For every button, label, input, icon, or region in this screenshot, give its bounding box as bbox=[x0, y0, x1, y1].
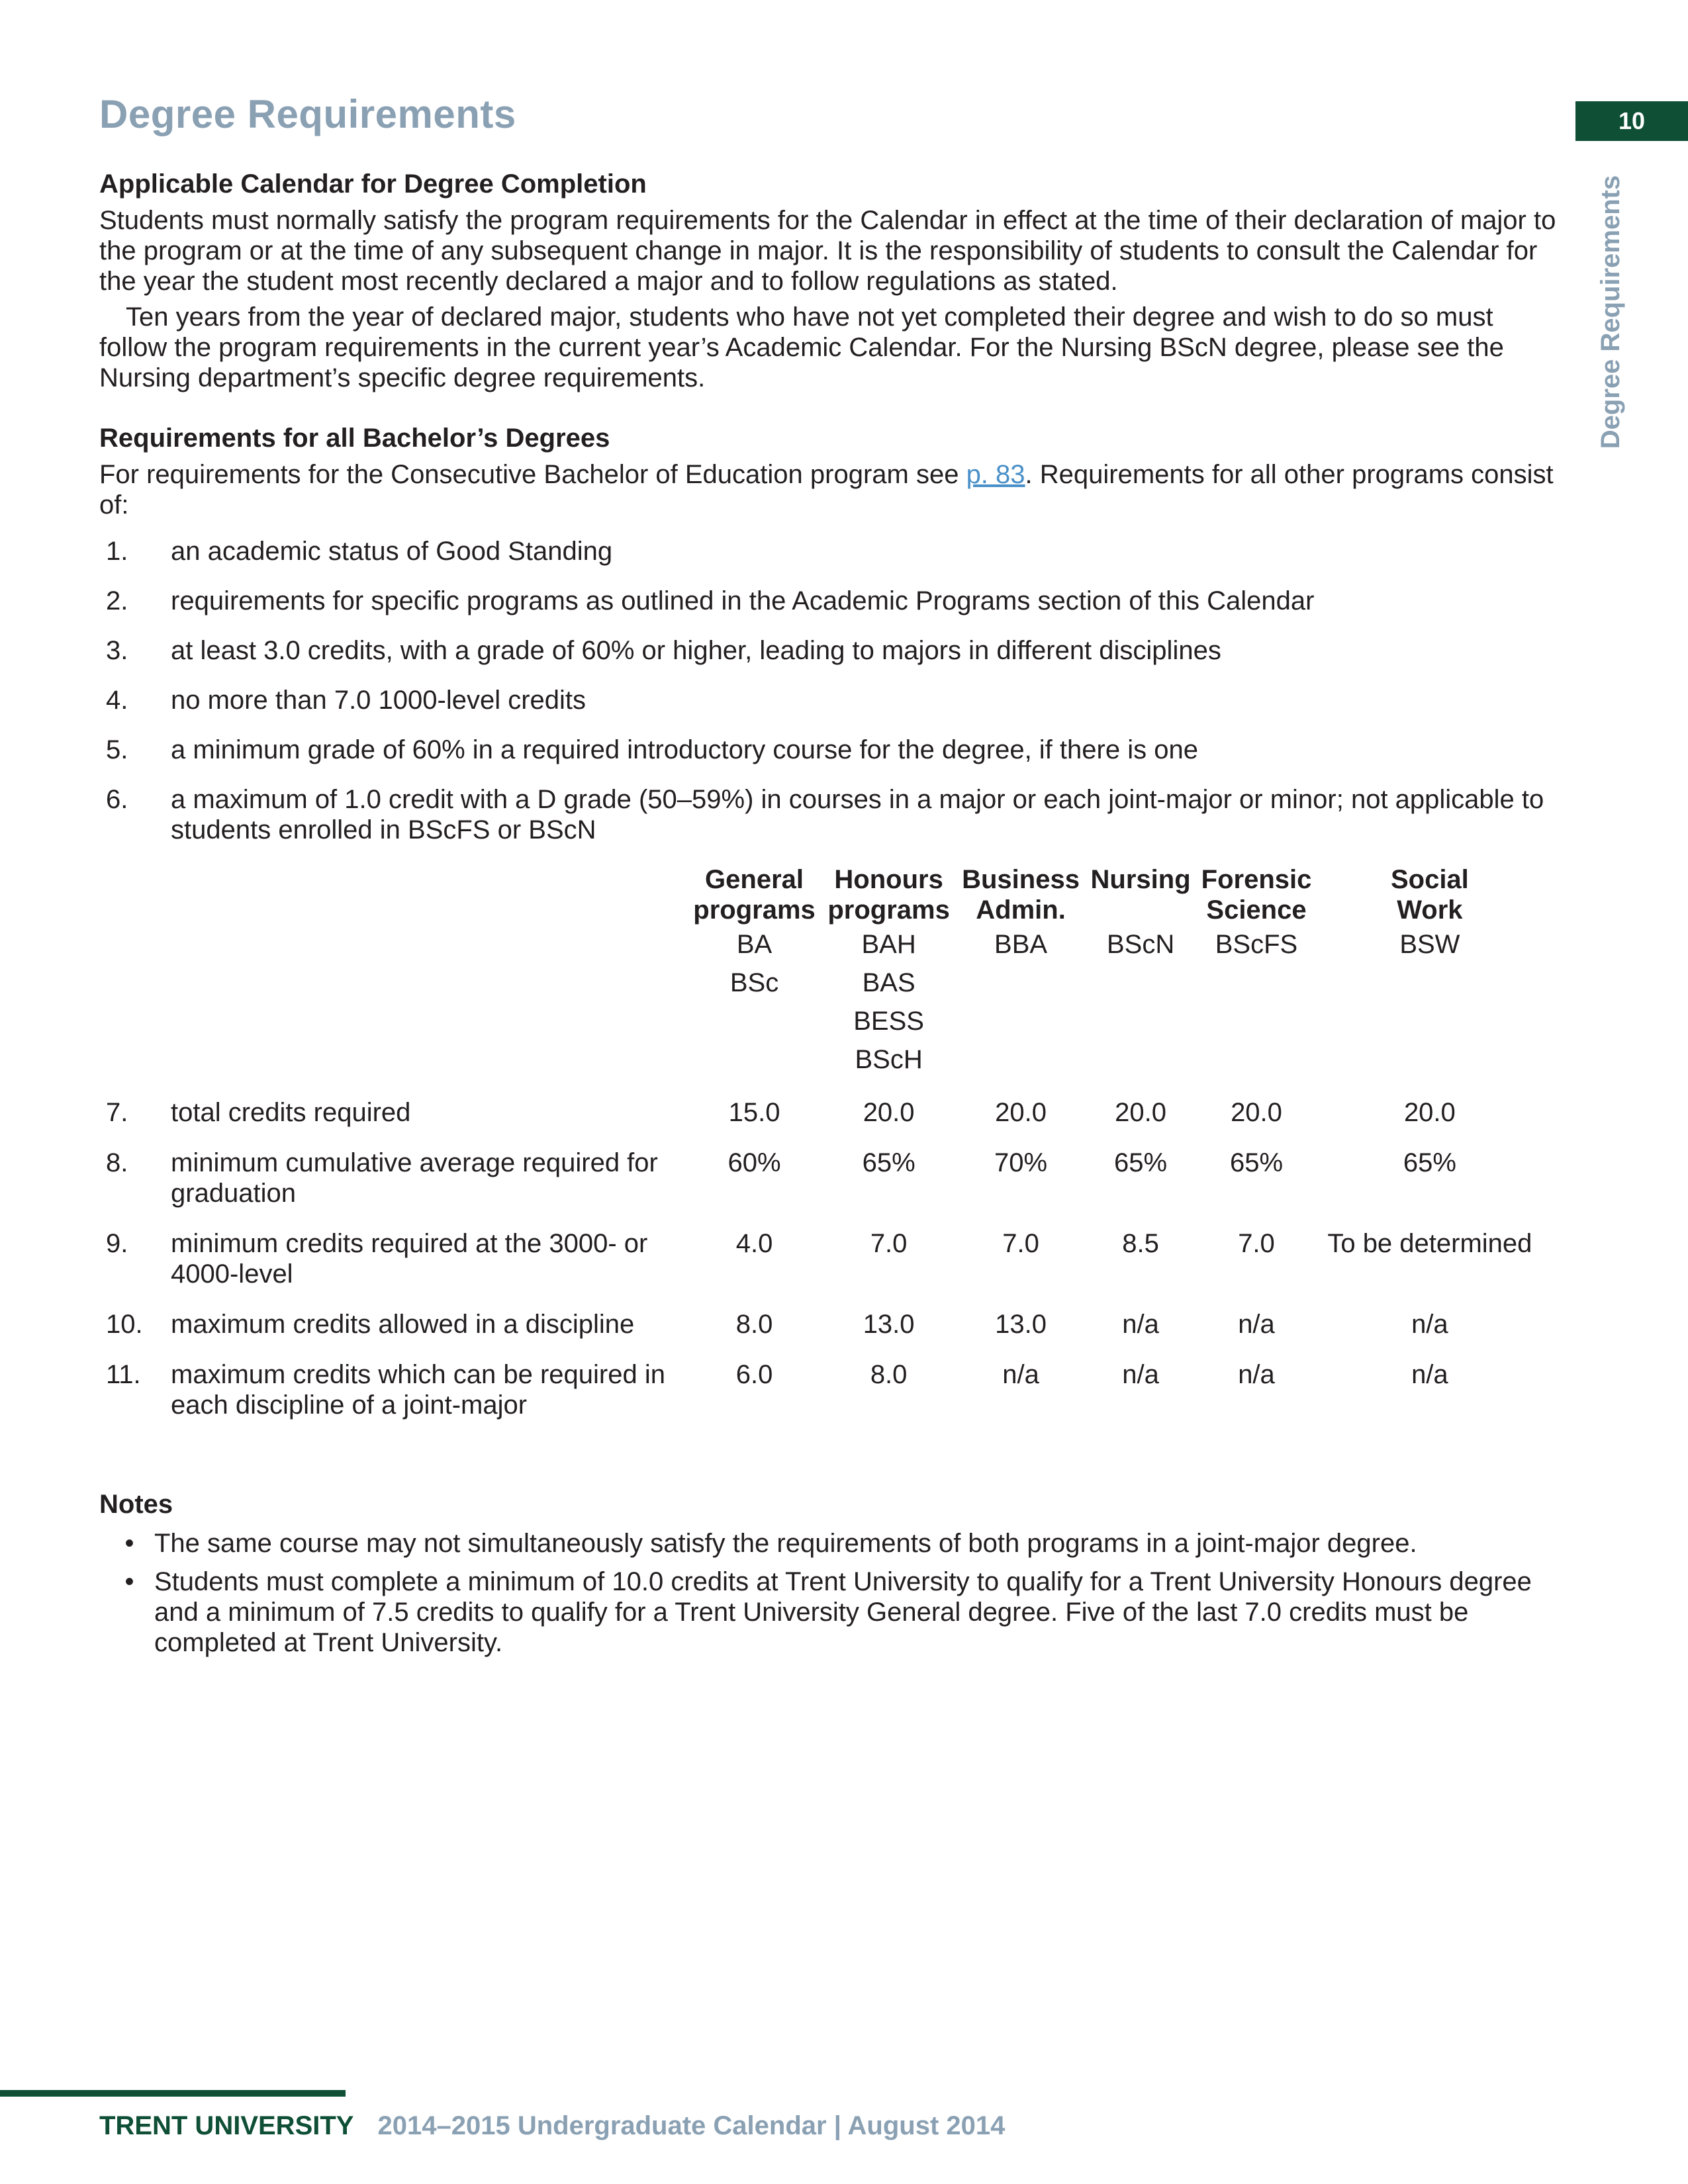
table-cell: 13.0 bbox=[995, 1310, 1047, 1339]
list-item-text: at least 3.0 credits, with a grade of 60% or higher, leading to majors in different disciplines bbox=[171, 636, 1221, 665]
table-row bbox=[99, 1309, 1542, 1359]
list-item bbox=[99, 1567, 1556, 1658]
notes-heading: Notes bbox=[99, 1490, 173, 1519]
note-text: The same course may not simultaneously satisfy the requirements of both programs in a joint-major degree. bbox=[154, 1529, 1417, 1558]
table-cell: 20.0 bbox=[1115, 1098, 1167, 1127]
table-row bbox=[99, 1359, 1542, 1440]
row-number: 7. bbox=[106, 1098, 128, 1127]
column-header-forensic: Forensic Science bbox=[1201, 865, 1312, 925]
bachelors-intro bbox=[99, 459, 1562, 520]
degree-codes-cell: BScFS bbox=[1215, 930, 1298, 959]
footer-university: TRENT UNIVERSITY bbox=[99, 2111, 354, 2140]
list-item bbox=[99, 635, 1562, 666]
column-header-honours: Honours programs bbox=[827, 865, 950, 925]
table-cell: 65% bbox=[1114, 1148, 1168, 1177]
table-cell: 7.0 bbox=[1002, 1229, 1039, 1258]
list-item-text: an academic status of Good Standing bbox=[171, 537, 613, 566]
row-label: maximum credits which can be required in each discipline of a joint-major bbox=[171, 1360, 665, 1420]
table-cell: 65% bbox=[1229, 1148, 1284, 1177]
table-cell: 8.5 bbox=[1122, 1229, 1159, 1258]
list-item-text: no more than 7.0 1000-level credits bbox=[171, 686, 586, 715]
column-header-social-work: Social Work bbox=[1390, 865, 1469, 925]
table-cell: n/a bbox=[1122, 1310, 1159, 1339]
table-cell: 4.0 bbox=[735, 1229, 773, 1258]
list-item-number: 4. bbox=[106, 686, 128, 715]
row-number: 9. bbox=[106, 1229, 128, 1258]
footer-divider bbox=[0, 2090, 346, 2097]
table-cell: 15.0 bbox=[728, 1098, 780, 1127]
table-cell: n/a bbox=[1238, 1360, 1275, 1389]
degree-codes-cell: BScN bbox=[1106, 930, 1175, 959]
page-83-link[interactable]: p. 83 bbox=[966, 460, 1025, 489]
row-label: total credits required bbox=[171, 1098, 411, 1127]
list-item bbox=[99, 784, 1562, 845]
list-item-text: a minimum grade of 60% in a required introductory course for the degree, if there is one bbox=[171, 735, 1198, 764]
footer-calendar: 2014–2015 Undergraduate Calendar | August 2014 bbox=[377, 2111, 1006, 2140]
table-cell: n/a bbox=[1122, 1360, 1159, 1389]
row-label: maximum credits allowed in a discipline bbox=[171, 1310, 635, 1339]
table-cell: 8.0 bbox=[870, 1360, 908, 1389]
notes-list bbox=[99, 1528, 1556, 1658]
side-section-tab[interactable] bbox=[1591, 169, 1631, 454]
list-item bbox=[99, 685, 1562, 715]
table-cell: 65% bbox=[862, 1148, 915, 1177]
table-cell: 20.0 bbox=[1231, 1098, 1282, 1127]
column-header-business: Business Admin. bbox=[962, 865, 1080, 925]
list-item bbox=[99, 1528, 1556, 1559]
table-row bbox=[99, 1079, 1542, 1148]
table-cell: 6.0 bbox=[735, 1360, 773, 1389]
table-header-row bbox=[99, 864, 1542, 925]
bachelors-requirements-heading: Requirements for all Bachelor’s Degrees bbox=[99, 424, 610, 453]
applicable-paragraph-2: Ten years from the year of declared major, students who have not yet completed their degree and wish to do so must follow the program requirements in the current year’s Academic Calendar. For the Nursing BScN degree, please see the Nursing department’s specific degree requirements. bbox=[99, 302, 1504, 392]
degree-codes-cell: BAH BAS BESS BScH bbox=[853, 930, 924, 1074]
list-item-number: 3. bbox=[106, 636, 128, 665]
table-cell: n/a bbox=[1002, 1360, 1039, 1389]
applicable-paragraph-1: Students must normally satisfy the program requirements for the Calendar in effect at the time of their declaration of major to the program or at the time of any subsequent change in major. It is the responsibility of students to consult the Calendar for the year the student most recently declared a major and to follow regulations as stated. bbox=[99, 206, 1556, 296]
table-cell: 20.0 bbox=[863, 1098, 915, 1127]
row-label: minimum credits required at the 3000- or 4000-level bbox=[171, 1229, 648, 1289]
list-item bbox=[99, 586, 1562, 616]
degree-codes-cell: BBA bbox=[994, 930, 1048, 959]
list-item-text: a maximum of 1.0 credit with a D grade (50–59%) in courses in a major or each joint-major or minor; not applicable to students enrolled in BScFS or BScN bbox=[171, 785, 1544, 844]
bullet-icon: • bbox=[124, 1567, 134, 1596]
table-cell: n/a bbox=[1238, 1310, 1275, 1339]
degree-codes-cell: BA BSc bbox=[729, 930, 779, 997]
table-row bbox=[99, 1148, 1542, 1228]
table-cell: 8.0 bbox=[735, 1310, 773, 1339]
table-cell: 65% bbox=[1403, 1148, 1456, 1177]
page-number-badge: 10 bbox=[1575, 101, 1688, 141]
table-cell: 7.0 bbox=[1238, 1229, 1275, 1258]
list-item-number: 1. bbox=[106, 537, 128, 566]
list-item bbox=[99, 536, 1562, 567]
bachelors-intro-text-end: . Requirements for all other programs consist of: bbox=[99, 460, 1554, 520]
table-cell: n/a bbox=[1411, 1360, 1448, 1389]
table-cell: 20.0 bbox=[1403, 1098, 1456, 1127]
table-cell: 70% bbox=[994, 1148, 1048, 1177]
column-header-nursing: Nursing bbox=[1090, 865, 1191, 894]
list-item-number: 5. bbox=[106, 735, 128, 764]
list-item-text: requirements for specific programs as outlined in the Academic Programs section of this Calendar bbox=[171, 586, 1315, 615]
bullet-icon: • bbox=[124, 1529, 134, 1558]
table-cell: 13.0 bbox=[863, 1310, 915, 1339]
row-number: 11. bbox=[106, 1360, 141, 1389]
table-cell: To be determined bbox=[1327, 1229, 1532, 1258]
table-cell: 60% bbox=[727, 1148, 781, 1177]
table-cell: n/a bbox=[1411, 1310, 1448, 1339]
degree-codes-row bbox=[99, 925, 1542, 1079]
notes-section bbox=[99, 1487, 1556, 1666]
table-cell: 20.0 bbox=[995, 1098, 1047, 1127]
degree-requirements-table bbox=[99, 864, 1542, 1440]
page-title: Degree Requirements bbox=[99, 92, 516, 136]
table-cell: 7.0 bbox=[870, 1229, 908, 1258]
applicable-calendar-heading: Applicable Calendar for Degree Completion bbox=[99, 169, 647, 199]
list-item-number: 2. bbox=[106, 586, 128, 615]
footer bbox=[99, 2111, 1005, 2141]
list-item-number: 6. bbox=[106, 785, 128, 814]
row-number: 10. bbox=[106, 1310, 143, 1339]
requirements-list bbox=[99, 536, 1562, 845]
list-item bbox=[99, 735, 1562, 765]
degree-codes-cell: BSW bbox=[1399, 930, 1460, 959]
row-label: minimum cumulative average required for graduation bbox=[171, 1148, 658, 1208]
main-content bbox=[99, 167, 1562, 1440]
side-section-tab-label: Degree Requirements bbox=[1596, 175, 1626, 449]
table-row bbox=[99, 1228, 1542, 1309]
row-number: 8. bbox=[106, 1148, 128, 1177]
note-text: Students must complete a minimum of 10.0 credits at Trent University to qualify for a Trent University Honours degree and a minimum of 7.5 credits to qualify for a Trent University General degree. Five of the last 7.0 credits must be completed at Trent University. bbox=[154, 1567, 1532, 1657]
bachelors-intro-text: For requirements for the Consecutive Bachelor of Education program see bbox=[99, 460, 966, 489]
column-header-general: General programs bbox=[693, 865, 816, 925]
